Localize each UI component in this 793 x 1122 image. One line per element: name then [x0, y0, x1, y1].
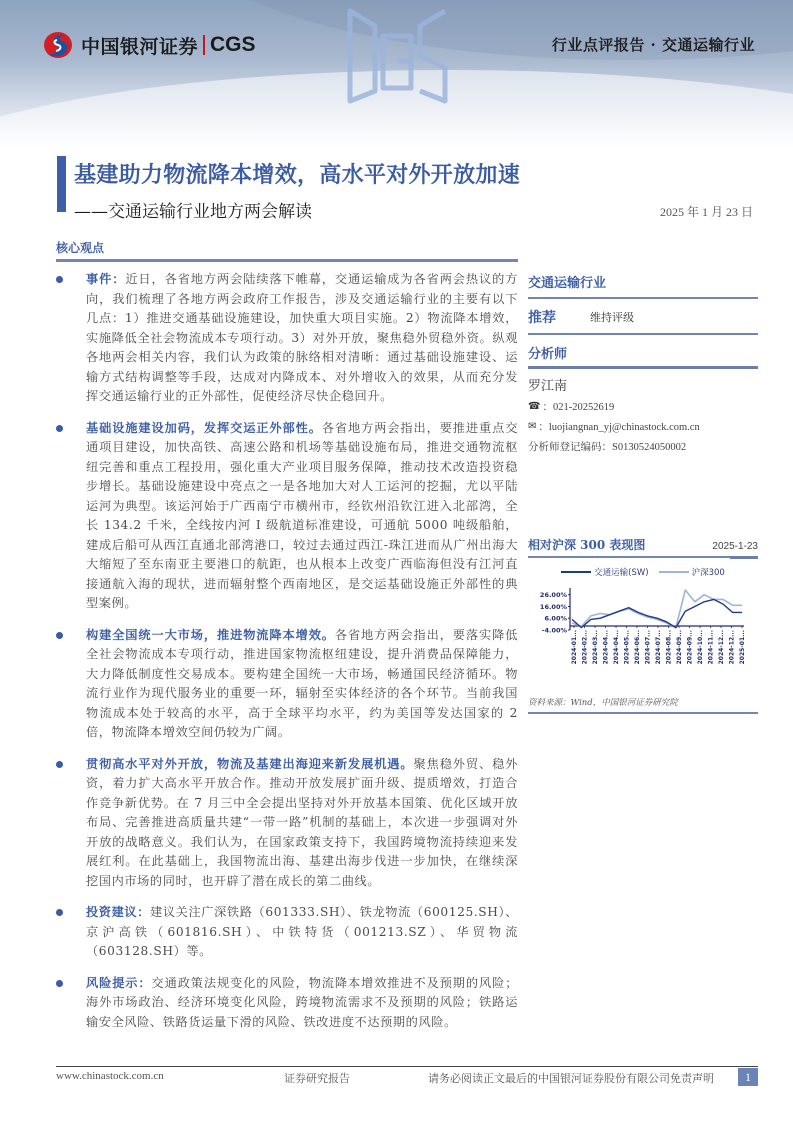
svg-text:2024-11...: 2024-11...: [707, 630, 715, 665]
bullet-text: 聚焦稳外贸、稳外资，着力扩大高水平开放合作。推动开放发展扩面升级、提质增效，打造合作竞争新优势。在 7 月三中全会提出坚持对外开放基本国策、优化区域开放布局、完善推进高质量共建“一带一路”机制的基础上，本次进一步强调对外开放的战略意义。我们认为，在国家政策支持下，我国跨境物流持续迎来发展红利。在此基础上，我国物流出海、基建出海步伐进一步加快，在继续深挖国内市场的同时，也开辟了潜在成长的第二曲线。: [86, 756, 518, 888]
footer-url[interactable]: www.chinastock.com.cn: [56, 1070, 164, 1082]
bullet-lead: 基础设施建设加码，发挥交运正外部性。: [86, 420, 322, 435]
bullet-text: 交通政策法规变化的风险，物流降本增效推进不及预期的风险；海外市场政治、经济环境变化风险，跨境物流需求不及预期的风险；铁路运输安全风险、铁路货运量下滑的风险、铁改进度不达预期的风险。: [86, 975, 518, 1029]
bullet-infrastructure: [56, 419, 518, 614]
header-band: [0, 0, 793, 150]
svg-text:2024-03...: 2024-03...: [592, 630, 599, 665]
page-number: 1: [738, 1068, 758, 1086]
chart-title: 相对沪深 300 表现图: [528, 538, 646, 552]
analyst-email: [528, 419, 758, 434]
bullet-investment-advice: [56, 903, 518, 962]
svg-text:2024-12...: 2024-12...: [718, 630, 725, 665]
galaxy-logo-icon: [43, 31, 73, 59]
report-date: 2025 年 1 月 23 日: [659, 205, 753, 219]
page-subtitle: ——交通运输行业地方两会解读: [74, 202, 312, 222]
phone-icon: ☎: [528, 401, 541, 412]
mail-icon: ✉: [528, 421, 537, 432]
bullet-text: 各省地方两会指出，要落实降低全社会物流成本专项行动，推进国家物流枢纽建设，提升消费品保障能力，大力降低制度性交易成本。要构建全国统一大市场，畅通国民经济循环。物流行业作为现代服务业的重要一环，辐射至实体经济的各个环节。当前我国物流成本处于较高的水平，高于全球平均水平，约为美国等发达国家的 2 倍，物流降本增效空间仍较为广阔。: [86, 627, 518, 739]
chart-date: 2025-1-23: [712, 541, 758, 552]
chart-source: 资料来源：Wind，中国银河证券研究院: [528, 696, 758, 714]
bullet-lead: 风险提示：: [86, 975, 152, 990]
bullet-lead: 事件：: [86, 272, 126, 286]
legend-item-csi300: 沪深300: [659, 566, 725, 578]
bullet-lead: 贯彻高水平对外开放，物流及基建出海迎来新发展机遇。: [86, 756, 414, 771]
bullet-dot-icon: [56, 425, 63, 432]
footer: [56, 1068, 758, 1086]
svg-text:2024-02...: 2024-02...: [581, 630, 589, 665]
bullet-dot-icon: [56, 632, 63, 639]
svg-text:2024-04...: 2024-04...: [613, 630, 620, 665]
bullet-text: 各省地方两会指出，要推进重点交通项目建设，加快高铁、高速公路和机场等基础设施布局，推进交通物流枢纽完善和重点工程投用，强化重大产业项目服务保障，推动技术改造投资稳步增长。基础设施建设中亮点之一是各地加大对人工运河的挖掘，尤以平陆运河为典型。该运河始于广西南宁市横州市，经钦州沿钦江进入北部湾，全长 134.2 千米，全线按内河 I 级航道标准建设，可通航 5000 吨级船舶，建成后船可从西江直通北部湾港口，较过去通过西江-珠江进而从广州出海大大缩短了至东南亚主要港口的航距，也从根本上改变广西临海但没有江河直接通航入海的现状，进而辐射整个西南地区，是交运基础设施正外部性的典型案例。: [86, 420, 518, 610]
bullet-dot-icon: [56, 761, 63, 768]
industry-heading: 交通运输行业: [528, 268, 758, 299]
bullet-risk-warning: [56, 974, 518, 1033]
analyst-registration: [528, 439, 758, 454]
registration-code: 分析师登记编码：S0130524050002: [528, 442, 687, 453]
cgs-watermark-icon: [345, 6, 450, 106]
svg-text:-4.00%: -4.00%: [541, 626, 567, 635]
svg-text:2024-05...: 2024-05...: [623, 630, 631, 665]
line-chart: [528, 582, 758, 692]
analyst-phone: [528, 399, 758, 414]
section-divider: [56, 259, 518, 262]
bullet-unified-market: [56, 626, 518, 743]
bullet-lead: 投资建议：: [86, 905, 151, 919]
title-accent-bar: [57, 156, 66, 212]
bullet-text: 近日，各省地方两会陆续落下帷幕，交通运输成为各省两会热议的方向，我们梳理了各地方两会政府工作报告，涉及交通运输行业的主要有以下几点：1）推进交通基础设施建设，加快重大项目实施。2）物流降本增效，实施降低全社会物流成本专项行动。3）对外开放，聚焦稳外贸稳外资。纵观各地两会相关内容，我们认为政策的脉络相对清晰：通过基础设施建设、运输方式结构调整等手段，达成对内降成本、对外增收入的效果，从而充分发挥交通运输行业的正外部性，促使经济尽快企稳回升。: [86, 272, 518, 403]
svg-text:16.00%: 16.00%: [539, 602, 567, 611]
svg-text:2024-07...: 2024-07...: [644, 630, 652, 665]
svg-text:2024-08...: 2024-08...: [665, 630, 673, 665]
core-view-heading: 核心观点: [56, 241, 105, 255]
svg-text:2024-12...: 2024-12...: [728, 630, 736, 665]
rating-label: 推荐: [528, 310, 556, 326]
svg-text:2024-01...: 2024-01...: [571, 630, 578, 665]
legend-item-transport: 交通运输(SW): [561, 566, 648, 578]
chart-legend: [528, 566, 758, 578]
sidebar: [528, 268, 758, 454]
analyst-name: 罗江南: [528, 379, 568, 394]
footer-disclaimer: 请务必阅读正文最后的中国银河证券股份有限公司免责声明: [428, 1073, 714, 1085]
rating-row: [528, 299, 758, 335]
core-view-list: [56, 270, 518, 1044]
rating-value: 维持评级: [590, 311, 634, 324]
svg-text:26.00%: 26.00%: [539, 591, 567, 600]
report-type: 行业点评报告 · 交通运输行业: [551, 36, 755, 54]
svg-text:2024-10...: 2024-10...: [697, 630, 704, 665]
svg-text:2024-07...: 2024-07...: [655, 630, 662, 665]
svg-text:2024-09...: 2024-09...: [676, 630, 683, 665]
svg-text:2025-01...: 2025-01...: [739, 630, 746, 665]
bullet-lead: 构建全国统一大市场，推进物流降本增效。: [86, 627, 335, 642]
phone-number: ：021-20252619: [542, 402, 615, 413]
bullet-dot-icon: [56, 980, 63, 987]
company-logo: [43, 30, 256, 60]
bullet-dot-icon: [56, 276, 63, 283]
logo-divider: [203, 35, 205, 55]
chart-header: [528, 536, 758, 558]
email-address[interactable]: ：luojiangnan_yj@chinastock.com.cn: [538, 422, 700, 433]
page-title: 基建助力物流降本增效，高水平对外开放加速: [74, 162, 521, 188]
logo-chinese-text: 中国银河证券: [81, 35, 199, 58]
footer-divider: [56, 1066, 758, 1067]
svg-text:6.00%: 6.00%: [544, 614, 567, 623]
bullet-opening-up: [56, 755, 518, 892]
analyst-heading: 分析师: [528, 335, 758, 369]
svg-text:2024-04...: 2024-04...: [602, 630, 610, 665]
relative-performance-chart: [528, 536, 758, 714]
bullet-event: [56, 270, 518, 407]
footer-doc-type: 证券研究报告: [284, 1073, 350, 1085]
svg-text:2024-09...: 2024-09...: [686, 630, 694, 665]
logo-english-text: CGS: [210, 33, 256, 56]
bullet-dot-icon: [56, 909, 63, 916]
svg-text:2024-06...: 2024-06...: [634, 630, 641, 665]
bullet-text: 建议关注广深铁路（601333.SH）、铁龙物流（600125.SH）、京沪高铁（601816.SH）、中铁特货（001213.SZ）、华贸物流（603128.SH）等。: [86, 905, 519, 958]
